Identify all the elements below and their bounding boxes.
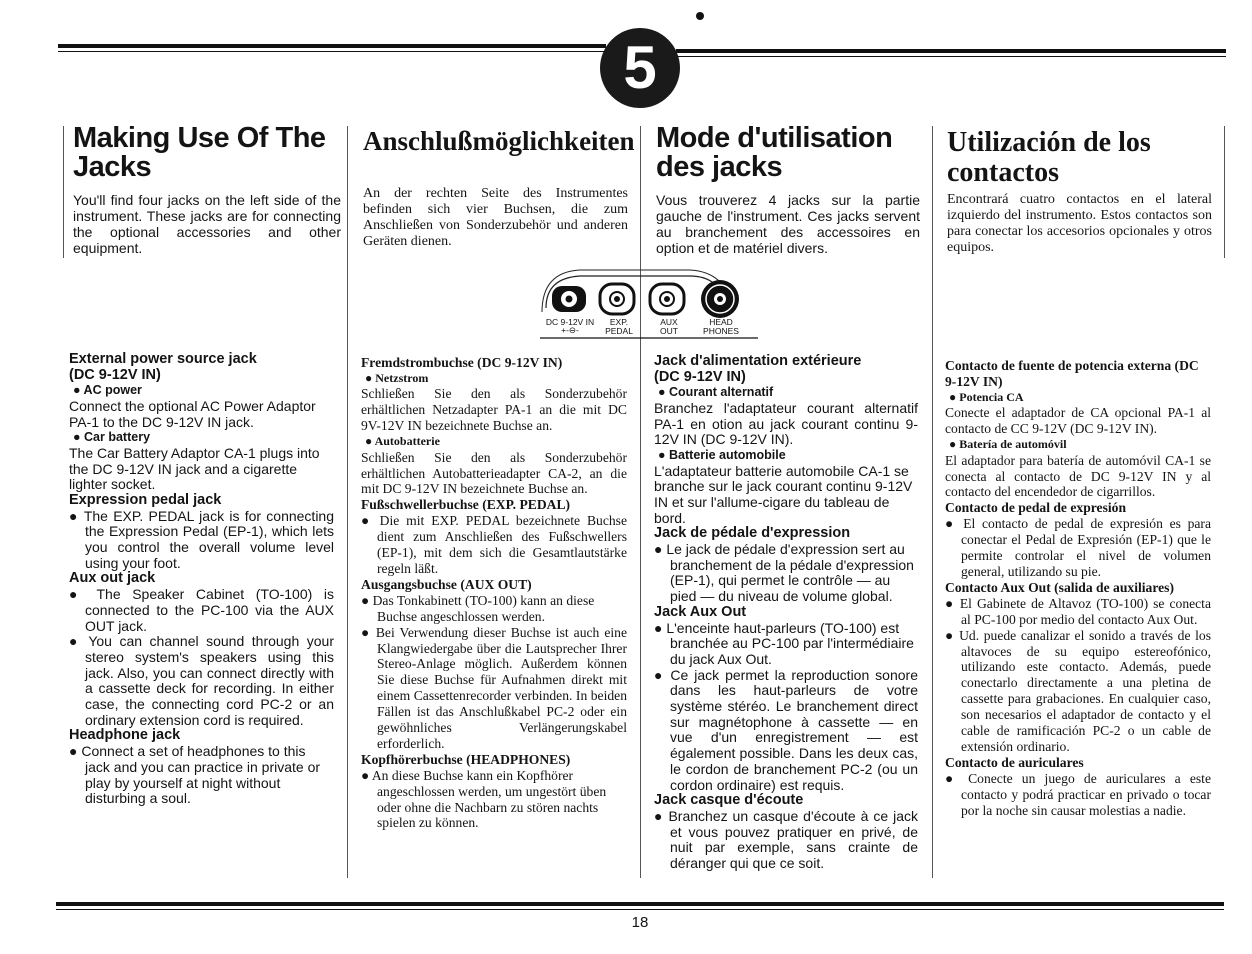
- spanish-bat-text: El adaptador para batería de automóvil CA-1 se conecta al contacto de DC 9-12V IN y al contacto del encendedor de cigarrillos.: [945, 452, 1211, 500]
- english-car-subheading: ● Car battery: [73, 430, 151, 445]
- german-dc-heading: Fremdstrombuchse (DC 9-12V IN): [361, 355, 563, 370]
- page-number: 18: [631, 914, 649, 931]
- english-aux-heading: Aux out jack: [69, 570, 156, 587]
- spanish-hp-heading: Contacto de auriculares: [945, 754, 1084, 770]
- german-net-text: Schließen Sie den als Sonderzubehör erhältlichen Netzadapter PA-1 an die mit DC 9V-12V IN bezeichnete Buchse an.: [361, 386, 627, 434]
- spanish-ca-text: Conecte el adaptador de CA opcional PA-1 al contacto de CC 9-12V (DC 9-12V IN).: [945, 405, 1211, 437]
- dc-polarity: +-⊖-: [561, 325, 579, 335]
- divider-1: [63, 126, 64, 258]
- chapter-number: 5: [623, 34, 657, 101]
- english-title-line2: Jacks: [73, 151, 152, 183]
- aux-label-line1: AUX: [660, 317, 678, 327]
- french-hp-bullet: ● Branchez un casque d'écoute à ce jack et vous pouvez pratiquer en privé, de nuit par exemple, sans crainte de déranger qui que ce soit.: [654, 807, 918, 872]
- german-hp-bullet: ● An diese Buchse kann ein Kopfhörer angeschlossen werden, um ungestört üben oder ohne die Nachbarn zu stören nachts spielen zu können.: [361, 767, 607, 831]
- french-ac-subheading: ● Courant alternatif: [658, 385, 774, 400]
- german-body: [361, 355, 627, 831]
- english-dc-heading-line1: External power source jack: [69, 351, 257, 367]
- divider-4: [932, 126, 933, 878]
- spanish-aux-bullet1: ● El Gabinete de Altavoz (TO-100) se conecta al PC-100 por medio del contacto Aux Out.: [945, 595, 1211, 627]
- badge-dot: [696, 12, 704, 20]
- german-exp-heading: Fußschwellerbuchse (EXP. PEDAL): [361, 497, 571, 513]
- english-ac-subheading: ● AC power: [73, 383, 142, 398]
- top-rule-left: [58, 44, 606, 48]
- spanish-exp-bullet: ● El contacto de pedal de expresión es para conectar el Pedal de Expresión (EP-1) que le permite controlar el nivel de volumen general, utilizando su pie.: [945, 516, 1211, 579]
- top-rule-right-thin: [676, 56, 1226, 57]
- spanish-header: [947, 128, 1212, 256]
- french-ac-text: Branchez l'adaptateur courant alternatif PA-1 en otion au jack courant continu 9-12V IN (DC 9-12V IN).: [654, 399, 918, 448]
- exp-label-line1: EXP.: [609, 317, 629, 327]
- divider-2: [347, 126, 348, 878]
- jack-panel: [540, 268, 758, 340]
- english-aux-bullet1: ● The Speaker Cabinet (TO-100) is connected to the PC-100 via the AUX OUT jack.: [69, 586, 334, 634]
- german-hp-heading: Kopfhörerbuchse (HEADPHONES): [361, 751, 571, 767]
- english-hp-heading: Headphone jack: [69, 727, 181, 744]
- french-aux-heading: Jack Aux Out: [654, 603, 747, 620]
- divider-5: [1224, 126, 1225, 258]
- english-hp-bullet: ● Connect a set of headphones to this jack and you can practice in private or play by yourself at night without disturbing a soul.: [69, 743, 321, 807]
- french-exp-heading: Jack de pédale d'expression: [654, 525, 851, 542]
- english-intro: You'll find four jacks on the left side of the instrument. These jacks are for connecting the optional accessories and other equipment.: [73, 192, 341, 256]
- french-aux-bullet1: ● L'enceinte haut-parleurs (TO-100) est branchée au PC-100 par l'intermédiaire du jack Aux Out.: [654, 619, 914, 667]
- german-auto-text: Schließen Sie den als Sonderzubehör erhältlichen Autobatterieadapter CA-2, an die mit DC 9-12V IN bezeichnete Buchse an.: [361, 449, 627, 497]
- exp-label-line2: PEDAL: [605, 326, 633, 336]
- german-net-subheading: ● Netzstrom: [365, 370, 429, 385]
- french-title-line1: Mode d'utilisation: [656, 122, 893, 154]
- spanish-ca-subheading: ● Potencia CA: [949, 389, 1024, 404]
- german-aux-bullet2: ● Bei Verwendung dieser Buchse ist auch eine Klangwiedergabe über die Lautsprecher Ihrer Stereo-Anlage möglich. Außerdem können Sie diese Buchse für Aufnahmen direkt mit einem Cassettenrecorder verbinden. In beiden Fällen ist das Anschlußkabel PC-2 oder ein gewöhnliches Verlängerungskabel erforderlich.: [361, 624, 627, 751]
- spanish-aux-heading: Contacto Aux Out (salida de auxiliares): [945, 579, 1174, 595]
- bottom-rule-thin: [56, 909, 1224, 910]
- english-ac-text: Connect the optional AC Power Adaptor PA-1 to the DC 9-12V IN jack.: [69, 397, 316, 430]
- german-header: [363, 126, 635, 250]
- spanish-intro: Encontrará cuatro contactos en el lateral izquierdo del instrumento. Estos contactos son para conectar los accesorios opcionales y otros equipos.: [947, 192, 1212, 255]
- french-body: [654, 354, 918, 872]
- german-title: Anschlußmöglichkeiten: [363, 126, 635, 156]
- spanish-body: [945, 358, 1211, 818]
- french-title-line2: des jacks: [656, 151, 783, 183]
- german-aux-heading: Ausgangsbuchse (AUX OUT): [361, 576, 532, 592]
- french-intro: Vous trouverez 4 jacks sur la partie gauche de l'instrument. Ces jacks servent au branchement des accessoires en option et de matériel divers.: [656, 192, 920, 256]
- bottom-rule: [56, 902, 1224, 906]
- german-exp-bullet: ● Die mit EXP. PEDAL bezeichnete Buchse dient zum Anschließen des Fußschwellers (EP-1), mit dem sich die Gesamtlautstärke regeln läßt.: [361, 513, 627, 576]
- dc-label: DC 9-12V IN: [545, 317, 595, 327]
- spanish-dc-heading: Contacto de fuente de potencia externa (DC 9-12V IN): [945, 358, 1199, 389]
- top-rule-right: [676, 49, 1226, 53]
- french-exp-bullet: ● Le jack de pédale d'expression sert au branchement de la pédale d'expression (EP-1), qui permet le contrôle — au pied — du niveau de volume global.: [654, 541, 914, 605]
- english-car-text: The Car Battery Adaptor CA-1 plugs into the DC 9-12V IN jack and a cigarette lighter socket.: [69, 444, 320, 493]
- english-exp-bullet: ● The EXP. PEDAL jack is for connecting the Expression Pedal (EP-1), which lets you control the overall volume level using your foot.: [69, 507, 334, 571]
- english-body: [69, 352, 334, 807]
- divider-3: [640, 126, 641, 878]
- english-title-line1: Making Use Of The: [73, 122, 326, 154]
- english-aux-bullet2: ● You can channel sound through your stereo system's speakers using this jack. Also, you can connect directly with a cassette deck for recording. In either case, the connecting cord PC-2 or an ordinary extension cord is required.: [69, 633, 334, 728]
- spanish-hp-bullet: ● Conecte un juego de auriculares a este contacto y podrá practicar en privado o tocar por la noche sin causar molestias a nadie.: [945, 770, 1211, 818]
- french-header: [656, 124, 920, 256]
- french-car-subheading: ● Batterie automobile: [658, 448, 786, 463]
- french-dc-heading-line1: Jack d'alimentation extérieure: [654, 353, 862, 369]
- french-car-text: L'adaptateur batterie automobile CA-1 se branche sur le jack courant continu 9-12V IN et sur l'allume-cigare du tableau de bord.: [654, 462, 913, 526]
- french-hp-heading: Jack casque d'écoute: [654, 792, 804, 809]
- spanish-exp-heading: Contacto de pedal de expresión: [945, 500, 1126, 516]
- aux-label-line2: OUT: [660, 326, 678, 336]
- spanish-aux-bullet2: ● Ud. puede canalizar el sonido a través de los altavoces de su equipo estereofónico, utilizando este contacto. Además, puede conectarlo directamente a una pletina de cassette para grabaciones. En cualquier caso, son necesarios el adaptador de contacto y el cable de ramificación PC-2 o un cable de extensión ordinario.: [945, 627, 1211, 754]
- spanish-bat-subheading: ● Batería de automóvil: [949, 437, 1067, 452]
- english-dc-heading-line2: (DC 9-12V IN): [69, 366, 161, 383]
- french-aux-bullet2: ● Ce jack permet la reproduction sonore dans les haut-parleurs de votre système stéréo. Le branchement direct sur magnétophone à cassette — en vue d'un enregistrement — est également possible. Dans les deux cas, le cordon de branchement PC-2 (ou un cordon ordinaire) est requis.: [654, 666, 918, 793]
- english-header: [73, 124, 341, 256]
- english-exp-heading: Expression pedal jack: [69, 491, 222, 508]
- french-dc-heading-line2: (DC 9-12V IN): [654, 368, 746, 385]
- hp-label-line1: HEAD: [709, 317, 733, 327]
- hp-label-line2: PHONES: [703, 326, 739, 336]
- spanish-title-line1: Utilización de los: [947, 127, 1151, 158]
- top-rule-left-thin: [58, 51, 606, 52]
- spanish-title-line2: contactos: [947, 157, 1059, 188]
- german-auto-subheading: ● Autobatterie: [365, 434, 440, 449]
- german-intro: An der rechten Seite des Instrumentes befinden sich vier Buchsen, die zum Anschließen von Sonderzubehör und anderen Geräten dienen.: [363, 186, 628, 249]
- german-aux-bullet1: ● Das Tonkabinett (TO-100) kann an diese Buchse angeschlossen werden.: [361, 592, 595, 624]
